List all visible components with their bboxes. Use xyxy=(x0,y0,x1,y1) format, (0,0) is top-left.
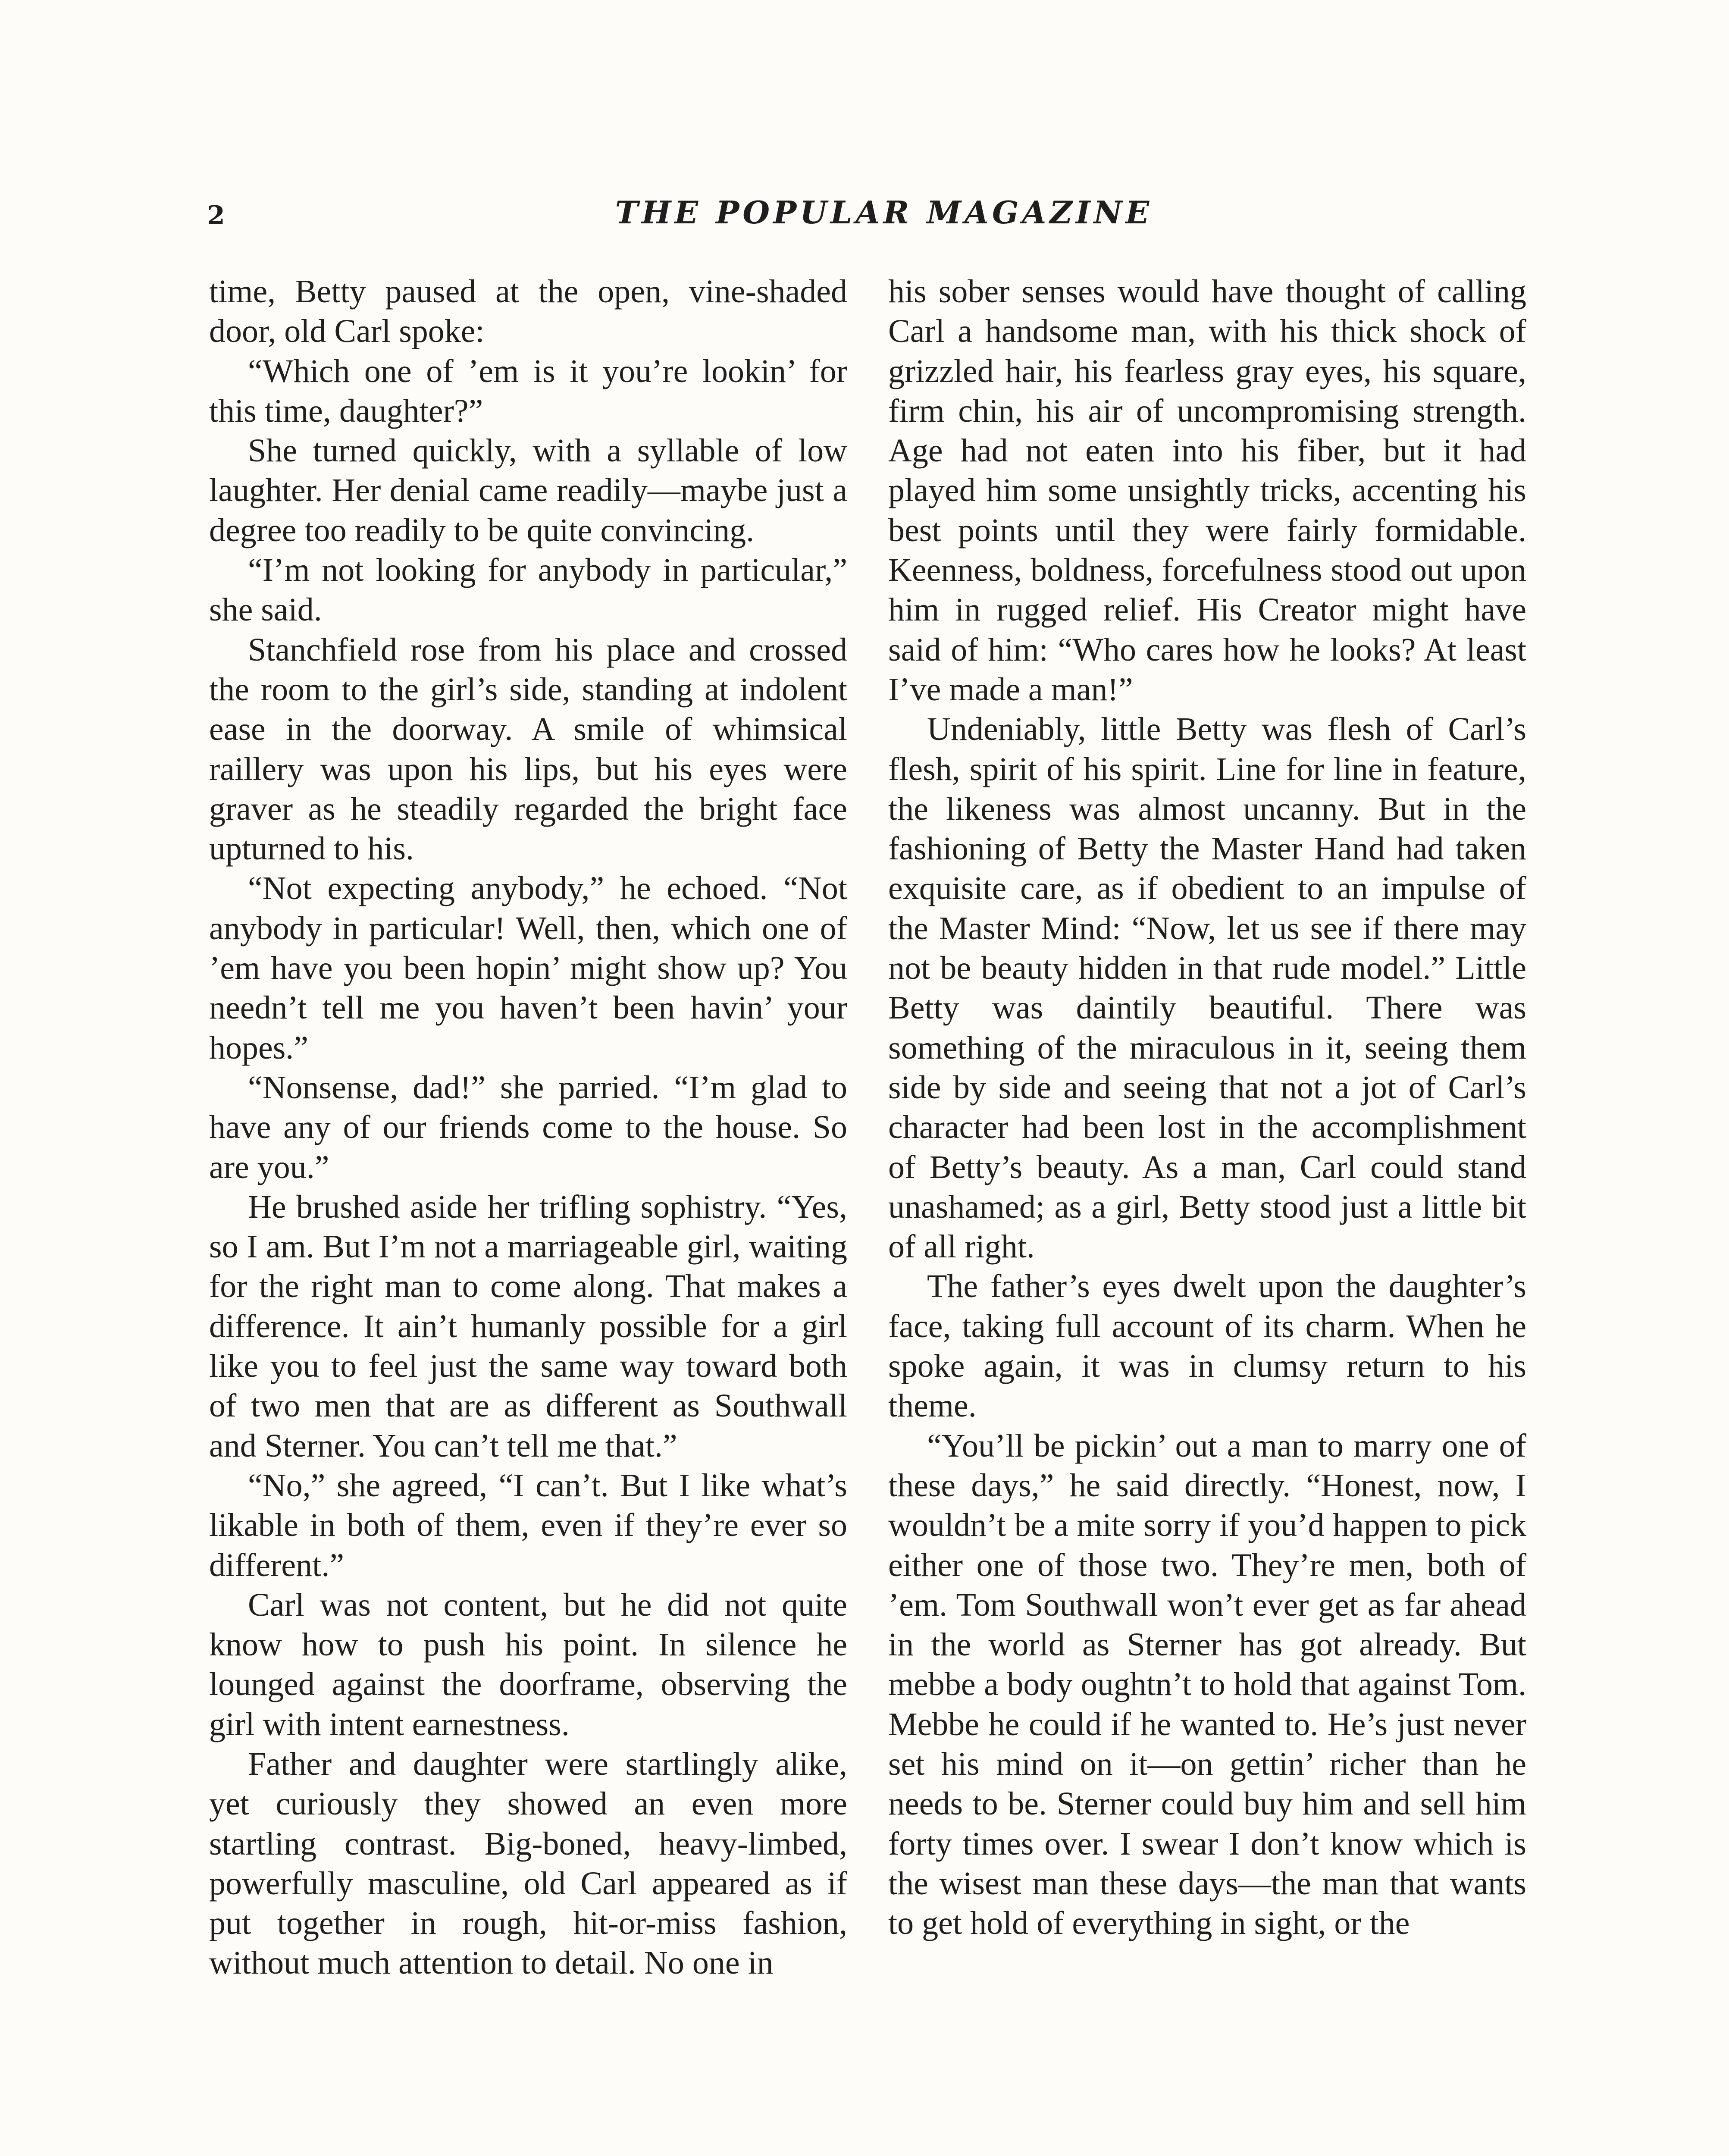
left-column xyxy=(209,272,847,1983)
paragraph: He brushed aside her trifling sophistry. “Yes, so I am. But I’m not a marriageable girl, waiting for the right man to come along. That makes a difference. It ain’t humanly possible for a girl like you to feel just the same way toward both of two men that are as different as Southwall and Sterner. You can’t tell me that.” xyxy=(209,1188,847,1464)
paragraph: The father’s eyes dwelt upon the daughter’s face, taking full account of its charm. When he spoke again, it was in clumsy return to his theme. xyxy=(888,1268,1526,1424)
paragraph: “I’m not looking for anybody in particular,” she said. xyxy=(209,552,847,628)
paragraph: “No,” she agreed, “I can’t. But I like what’s likable in both of them, even if they’re ever so different.” xyxy=(209,1467,847,1583)
paragraph: Father and daughter were startlingly alike, yet curiously they showed an even more startling contrast. Big-boned, heavy-limbed, powerfully masculine, old Carl appeared as if put together in rough, hit-or-miss fashion, without much attention to detail. No one in xyxy=(209,1745,847,1981)
paragraph: Carl was not content, but he did not quite know how to push his point. In silence he lounged against the doorframe, observing the girl with intent earnestness. xyxy=(209,1586,847,1742)
paragraph: Undeniably, little Betty was flesh of Carl’s flesh, spirit of his spirit. Line for line in feature, the likeness was almost uncanny. But in the fashioning of Betty the Master Hand had taken exquisite care, as if obedient to an impulse of the Master Mind: “Now, let us see if there may not be beauty hidden in that rude model.” Little Betty was daintily beautiful. There was something of the miraculous in it, seeing them side by side and seeing that not a jot of Carl’s character had been lost in the accomplishment of Betty’s beauty. As a man, Carl could stand unashamed; as a girl, Betty stood just a little bit of all right. xyxy=(888,711,1526,1265)
paragraph: “You’ll be pickin’ out a man to marry one of these days,” he said directly. “Honest, now, I wouldn’t be a mite sorry if you’d happen to pick either one of those two. They’re men, both of ’em. Tom Southwall won’t ever get as far ahead in the world as Sterner has got already. But mebbe a body oughtn’t to hold that against Tom. Mebbe he could if he wanted to. He’s just never set his mind on it—on gettin’ richer than he needs to be. Sterner could buy him and sell him forty times over. I swear I don’t know which is the wisest man these days—the man that wants to get hold of everything in sight, or the xyxy=(888,1427,1526,1942)
paragraph: time, Betty paused at the open, vine-shaded door, old Carl spoke: xyxy=(209,273,847,350)
paragraph: Stanchfield rose from his place and crossed the room to the girl’s side, standing at indolent ease in the doorway. A smile of whimsical raillery was upon his lips, but his eyes were graver as he steadily regarded the bright face upturned to his. xyxy=(209,631,847,867)
paragraph: “Nonsense, dad!” she parried. “I’m glad to have any of our friends come to the house. So are you.” xyxy=(209,1069,847,1185)
paragraph: his sober senses would have thought of calling Carl a handsome man, with his thick shock of grizzled hair, his fearless gray eyes, his square, firm chin, his air of uncompromising strength. Age had not eaten into his fiber, but it had played him some unsightly tricks, accenting his best points until they were fairly formidable. Keenness, boldness, forcefulness stood out upon him in rugged relief. His Creator might have said of him: “Who cares how he looks? At least I’ve made a man!” xyxy=(888,273,1526,708)
page-number: 2 xyxy=(207,201,225,231)
paragraph: “Not expecting anybody,” he echoed. “Not anybody in particular! Well, then, which one of ’em have you been hopin’ might show up? You needn’t tell me you haven’t been havin’ your hopes.” xyxy=(209,870,847,1066)
right-column xyxy=(888,272,1526,1943)
paragraph: She turned quickly, with a syllable of low laughter. Her denial came readily—maybe just a degree too readily to be quite convincing. xyxy=(209,432,847,548)
running-title: THE POPULAR MAGAZINE xyxy=(615,194,1153,231)
paragraph: “Which one of ’em is it you’re lookin’ for this time, daughter?” xyxy=(209,353,847,429)
